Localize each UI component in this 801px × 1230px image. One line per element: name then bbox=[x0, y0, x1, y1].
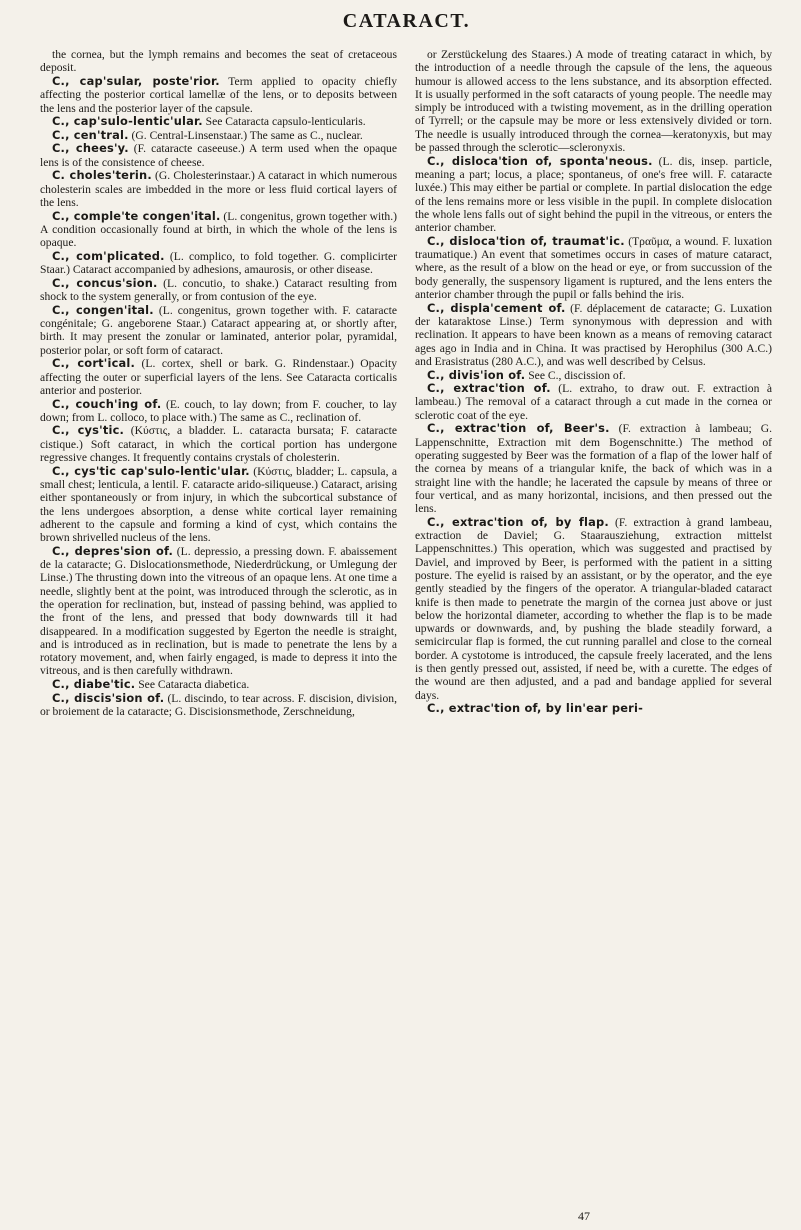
dictionary-entry bbox=[40, 75, 397, 115]
running-head: CATARACT. bbox=[342, 10, 471, 32]
entry-headword: C., extrac'tion of, by lin'ear peri- bbox=[427, 701, 644, 716]
entry-headword: C., couch'ing of. bbox=[52, 396, 162, 411]
entry-text: (L. discindo, to tear across. F. discision, division, or broiement de la cataracte; G. Discisionsmethode, Zerschneidung, bbox=[40, 691, 397, 719]
entry-headword: C., diabe'tic. bbox=[52, 677, 136, 692]
entry-text: (L. dis, insep. particle, meaning a part; locus, a place; spontaneus, of one's free will. F. cataracte luxée.) This may either be partial or complete. In partial dislocation the edge of the lens remains more or less visible in the pupil. In complete dislocation the whole lens falls out of sight behind the pupil in the vitreous, or enters the anterior chamber. bbox=[415, 154, 772, 235]
entry-text: the cornea, but the lymph remains and becomes the seat of cretaceous deposit. bbox=[40, 48, 397, 75]
dictionary-entry bbox=[40, 250, 397, 277]
entry-headword: C., divis'ion of. bbox=[427, 367, 526, 382]
entry-text: (F. extraction à grand lambeau, extraction de Daviel; G. Staarausziehung, extraction mittelst Lappenschnittes.) This operation, which was suggested and practised by Daviel, and improved by Beer, is performed with the patient in a sitting posture. The eyelid is raised by an assistant, or by the operator, and the eye gently steadied by the fingers of the operator. A triangular-bladed cataract knife is then made to penetrate the margin of the cornea just above or just below the horizontal diameter, according to whether the flap is to be made upwards or downwards, and, by pushing the blade steadily forward, a semicircular flap is formed, the cut running parallel and close to the corneal border. A cystotome is introduced, the capsule freely lacerated, and the lens is then gently pressed out, assisted, if need be, with a curette. The edges of the wound are then adjusted, and a pad and bandage applied for several days. bbox=[415, 515, 772, 702]
entry-headword: C., chees'y. bbox=[52, 141, 129, 156]
dictionary-entry bbox=[40, 424, 397, 464]
entry-headword: C., extrac'tion of, Beer's. bbox=[427, 421, 610, 436]
entry-headword: C., disloca'tion of, sponta'neous. bbox=[427, 153, 653, 168]
entry-headword: C., displa'cement of. bbox=[427, 300, 566, 315]
entry-text: See Cataracta diabetica. bbox=[135, 678, 250, 692]
entry-headword: C., cap'sulo-lentic'ular. bbox=[52, 114, 203, 129]
entry-headword: C. choles'terin. bbox=[52, 168, 152, 183]
dictionary-entry bbox=[415, 382, 772, 422]
entry-text: (G. Cholesterinstaar.) A cataract in which numerous cholesterin scales are imbedded in the more or less fluid cortical layers of the lens. bbox=[40, 169, 397, 209]
dictionary-entry bbox=[40, 115, 397, 128]
dictionary-entry bbox=[40, 48, 397, 75]
dictionary-entry bbox=[40, 465, 397, 545]
entry-text: (F. déplacement de cataracte; G. Luxation der kataraktose Linse.) Term synonymous with depression and with reclination. It appears to have been known as a means of removing cataract ages ago in India and in China. It was practised by Herophilus (300 A.C.) and Erasistratus (280 A.C.), and was well described by Celsus. bbox=[415, 301, 772, 368]
dictionary-entry bbox=[415, 235, 772, 301]
dictionary-entry bbox=[415, 302, 772, 368]
left-column bbox=[40, 48, 397, 719]
dictionary-entry bbox=[40, 210, 397, 250]
entry-text: (Κύστις, bladder; L. capsula, a small chest; lenticula, a lentil. F. cataracte arido-siliqueuse.) Cataract, arising either spontaneously or from injury, in which the subcortical substance of the lens undergoes absorption, a dense white cortical layer remaining adherent to the capsule and forming a kind of cyst, which contains the brown shrivelled nucleus of the lens. bbox=[40, 464, 397, 545]
entry-headword: C., com'plicated. bbox=[52, 248, 165, 263]
right-column bbox=[415, 48, 772, 719]
entry-headword: C., extrac'tion of. bbox=[427, 381, 551, 396]
entry-headword: C., cys'tic. bbox=[52, 423, 125, 438]
dictionary-entry bbox=[40, 129, 397, 142]
entry-text: (G. Central-Linsenstaar.) The same as C., nuclear. bbox=[128, 128, 363, 142]
entry-text: See C., discission of. bbox=[525, 368, 626, 382]
dictionary-entry bbox=[40, 545, 397, 678]
entry-headword: C., discis'sion of. bbox=[52, 690, 165, 705]
entry-text: (L. extraho, to draw out. F. extraction à lambeau.) The removal of a cataract through a cut made in the cornea or sclerotic coat of the eye. bbox=[415, 382, 773, 422]
entry-headword: C., cys'tic cap'sulo-lentic'ular. bbox=[52, 463, 250, 478]
dictionary-entry bbox=[40, 357, 397, 397]
dictionary-entry bbox=[415, 369, 772, 382]
columns bbox=[40, 48, 773, 719]
entry-headword: C., extrac'tion of, by flap. bbox=[427, 514, 609, 529]
dictionary-entry bbox=[40, 398, 397, 425]
entry-text: (L. congenitus, grown together with.) A condition occasionally found at birth, in which the whole of the lens is opaque. bbox=[40, 209, 397, 250]
dictionary-entry bbox=[415, 516, 772, 702]
entry-text: (L. concutio, to shake.) Cataract resulting from shock to the system generally, or from contusion of the eye. bbox=[40, 276, 397, 304]
entry-text: (L. complico, to fold together. G. complicirter Staar.) Cataract accompanied by adhesions, amaurosis, or other disease. bbox=[40, 249, 397, 277]
entry-text: (Κύστις, a bladder. L. cataracta bursata; F. cataracte cistique.) Soft cataract, in which the cortical portion has undergone regressive changes. It frequently contains crystals of cholesterin. bbox=[40, 424, 397, 465]
entry-text: (L. congenitus, grown together with. F. cataracte congénitale; G. angeborene Staar.) Cataract appearing at, or shortly after, birth. It may present the zonular or laminated, anterior polar, pyramidal, posterior polar, or soft form of cataract. bbox=[40, 303, 398, 357]
dictionary-entry bbox=[40, 692, 397, 719]
entry-text: (F. cataracte caseeuse.) A term used when the opaque lens is of the consistence of cheese. bbox=[40, 142, 397, 169]
dictionary-entry bbox=[40, 169, 397, 209]
entry-headword: C., concus'sion. bbox=[52, 275, 158, 290]
page-number: 47 bbox=[578, 1209, 590, 1223]
entry-headword: C., cort'ical. bbox=[52, 356, 136, 371]
dictionary-entry bbox=[40, 277, 397, 304]
entry-headword: C., disloca'tion of, traumat'ic. bbox=[427, 233, 625, 248]
dictionary-entry bbox=[415, 155, 772, 235]
entry-headword: C., comple'te congen'ital. bbox=[52, 208, 221, 223]
entry-text: (F. extraction à lambeau; G. Lappenschnitte, Extraction mit dem Bogenschnitte.) The method of operating suggested by Beer was the formation of a flap of the lower half of the cornea by means of a triangular knife, the back of which was in a straight line with the handle; he lacerated the capsule by means of three or four vertical, and as many horizontal, incisions, and then pressed out the lens. bbox=[415, 422, 772, 516]
entry-text: (L. depressio, a pressing down. F. abaissement de la cataracte; G. Dislocationsmethode, Niederdrückung, or Umlegung der Linse.) The thrusting down into the vitreous of an opaque lens. At one time a needle, slightly bent at the point, was introduced through the sclerotic, as in the operation for reclination, but, instead of passing behind, was applied to the front of the lens, and pressed that body downwards till it had disappeared. In a modification suggested by Egerton the needle is straight, and is introduced as in reclination, but is made to penetrate the lens by a rotatory movement, and, when fairly engaged, is made to depress it into the vitreous, and is then carefully withdrawn. bbox=[40, 544, 397, 678]
entry-text: (Τραῦμα, a wound. F. luxation traumatique.) An event that sometimes occurs in cases of mature cataract, where, as the result of a blow on the head or eye, or from succussion of the body generally, the suspensory ligament is ruptured, and the lens enters the anterior chamber through the pupil or falls behind the iris. bbox=[415, 234, 772, 302]
entry-text: (E. couch, to lay down; from F. coucher, to lay down; from L. colloco, to place with.) The same as C., reclination of. bbox=[40, 397, 397, 424]
dictionary-entry bbox=[40, 142, 397, 169]
dictionary-entry bbox=[40, 304, 397, 357]
dictionary-entry bbox=[415, 48, 772, 154]
dictionary-entry bbox=[415, 422, 772, 515]
entry-headword: C., congen'ital. bbox=[52, 302, 154, 317]
dictionary-entry bbox=[40, 678, 397, 691]
entry-headword: C., cen'tral. bbox=[52, 127, 129, 142]
entry-text: Term applied to opacity chiefly affecting the posterior cortical lamellæ of the lens, or to deposits between the lens and the posterior layer of the capsule. bbox=[40, 74, 397, 115]
entry-headword: C., depres'sion of. bbox=[52, 543, 174, 558]
entry-text: See Cataracta capsulo-lenticularis. bbox=[202, 115, 366, 129]
entry-text: or Zerstückelung des Staares.) A mode of treating cataract in which, by the introduction of a needle through the capsule of the lens, the aqueous humour is allowed access to the lens substance, and its absorption effected. It is usually performed in the soft cataracts of young people. The needle may simply be introduced with a twisting movement, as in the drilling operation of Tyrrell; or the capsule may be more or less extensively divided or torn. The needle is usually introduced through the cornea—keratonyxis, but may be passed through the sclerotic—scleronyxis. bbox=[415, 48, 772, 155]
entry-headword: C., cap'sular, poste'rior. bbox=[52, 73, 220, 88]
dictionary-entry bbox=[415, 702, 772, 715]
entry-text: (L. cortex, shell or bark. G. Rindenstaar.) Opacity affecting the outer or superficial layers of the lens. See Cataracta corticalis anterior and posterior. bbox=[40, 357, 398, 397]
